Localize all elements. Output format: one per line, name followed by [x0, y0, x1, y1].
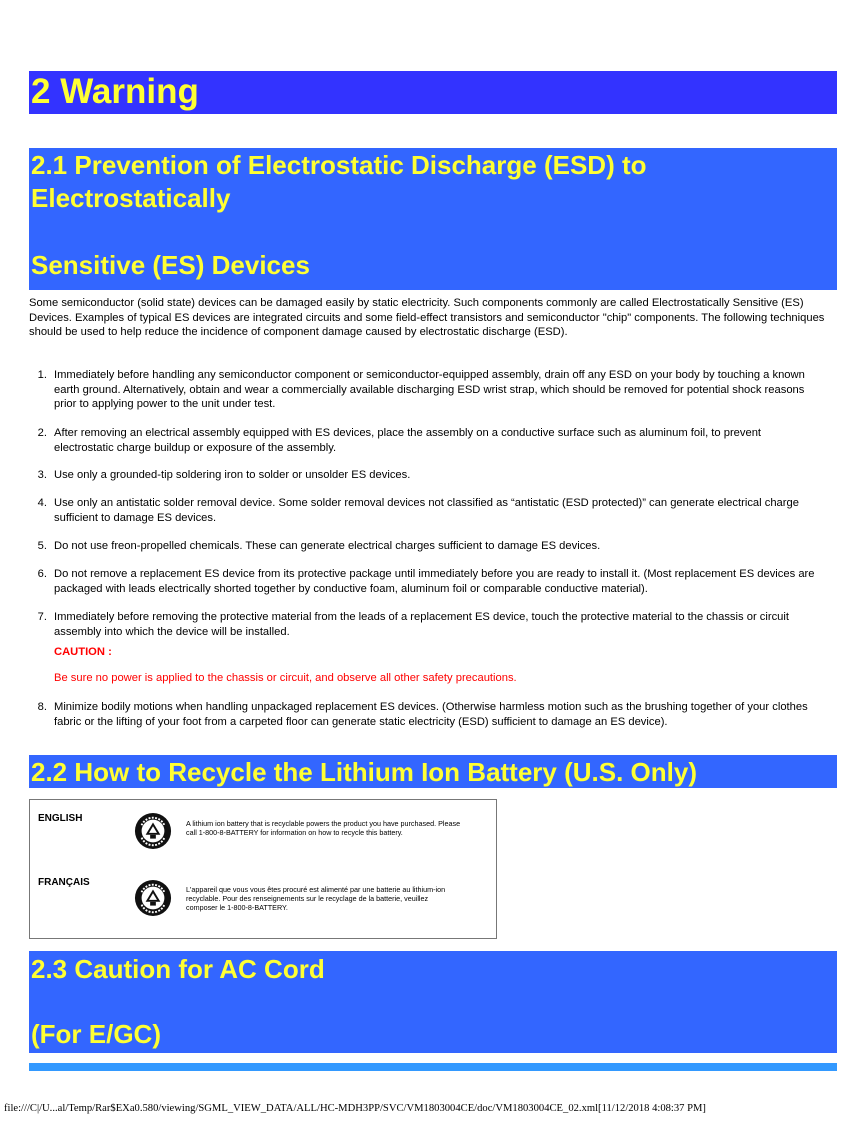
ac-cord-heading — [29, 951, 837, 1053]
rbrc-recycle-seal-icon — [134, 879, 172, 917]
step-text: After removing an electrical assembly equipped with ES devices, place the assembly on a conductive surface such as aluminum foil, to prevent electrostatic charge buildup or exposure of the assembly. — [54, 427, 762, 454]
esd-title-line1: 2.1 Prevention of Electrostatic Discharge (ESD) to — [31, 150, 647, 180]
french-label: FRANÇAIS — [38, 877, 90, 888]
step-text: Do not use freon-propelled chemicals. These can generate electrical charges sufficient to damage ES devices. — [54, 540, 601, 552]
step-text: Do not remove a replacement ES device from its protective package until immediately before you are ready to install it. (Most replacement ES devices are packaged with leads electrically shorted together by conductive foam, aluminum foil or comparable conductive material). — [54, 568, 815, 595]
caution-label: CAUTION : — [54, 646, 112, 658]
step-text: Use only an antistatic solder removal device. Some solder removal devices not classified as “antistatic (ESD protected)” can generate electrical charge sufficient to damage ES devices. — [54, 497, 799, 524]
step-text: Minimize bodily motions when handling unpackaged replacement ES devices. (Otherwise harmless motion such as the brushing together of your clothes fabric or the lifting of your foot from a carpeted floor can generate static electricity (ESD) sufficient to damage an ES device). — [54, 701, 808, 728]
french-text: L'appareil que vous vous êtes procuré est alimenté par une batterie au lithium-ion recyclable. Pour des renseignements sur le recyclage de la batterie, veuillez composer le 1-800-8-BATTERY. — [186, 885, 446, 913]
recycle-title: 2.2 How to Recycle the Lithium Ion Battery (U.S. Only) — [31, 757, 697, 787]
section-divider — [29, 1063, 837, 1071]
esd-heading — [29, 148, 837, 290]
recycle-notice-box — [29, 799, 497, 939]
english-label: ENGLISH — [38, 813, 83, 824]
file-path-footer: file:///C|/U...al/Temp/Rar$EXa0.580/viewing/SGML_VIEW_DATA/ALL/HC-MDH3PP/SVC/VM1803004CE/doc/VM1803004CE_02.xml[11/12/2018 4:08:37 PM] — [4, 1103, 706, 1114]
english-text: A lithium ion battery that is recyclable powers the product you have purchased. Please call 1-800-8-BATTERY for information on how to recycle this battery. — [186, 819, 461, 838]
step-number: 2. — [37, 427, 47, 439]
step-number: 5. — [37, 540, 47, 552]
step-text: Use only a grounded-tip soldering iron to solder or unsolder ES devices. — [54, 469, 411, 481]
ac-cord-title-line2: (For E/GC) — [31, 1019, 161, 1049]
ac-cord-title-line1: 2.3 Caution for AC Cord — [31, 954, 325, 984]
section-title: 2 Warning — [31, 72, 199, 111]
esd-title-line2: Electrostatically — [31, 183, 231, 213]
step-number: 1. — [37, 369, 47, 381]
step-number: 3. — [37, 469, 47, 481]
recycle-heading — [29, 755, 837, 788]
step-number: 7. — [37, 611, 47, 623]
step-text: Immediately before removing the protective material from the leads of a replacement ES device, touch the protective material to the chassis or circuit assembly into which the device will be installed. — [54, 611, 789, 638]
esd-title-line3: Sensitive (ES) Devices — [31, 250, 310, 280]
section-heading-warning — [29, 71, 837, 114]
step-number: 4. — [37, 497, 47, 509]
caution-text: Be sure no power is applied to the chassis or circuit, and observe all other safety precautions. — [54, 672, 517, 684]
rbrc-recycle-seal-icon — [134, 812, 172, 850]
step-number: 8. — [37, 701, 47, 713]
esd-intro-paragraph: Some semiconductor (solid state) devices can be damaged easily by static electricity. Such components commonly are called Electrostatically Sensitive (ES) Devices. Examples of typical ES devices are integrated circuits and some field-effect transistors and semiconductor "chip" components. The following techniques should be used to help reduce the incidence of component damage caused by electrostatic discharge (ESD). — [29, 297, 825, 338]
step-number: 6. — [37, 568, 47, 580]
step-text: Immediately before handling any semiconductor component or semiconductor-equipped assembly, drain off any ESD on your body by touching a known earth ground. Alternatively, obtain and wear a commercially available discharging ESD wrist strap, which should be removed for potential shock reasons prior to applying power to the unit under test. — [54, 369, 805, 410]
